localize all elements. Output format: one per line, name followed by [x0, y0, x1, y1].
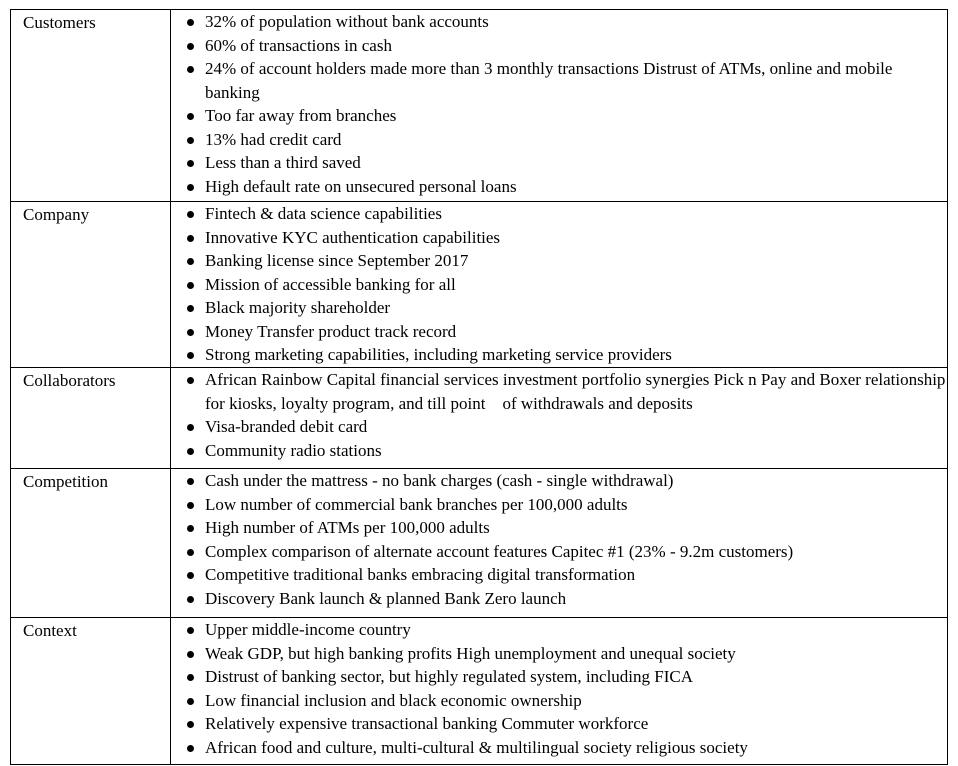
bullet-icon — [187, 377, 194, 384]
bullet-list — [171, 469, 947, 610]
list-item-text: 32% of population without bank accounts — [205, 12, 489, 31]
category-label: Context — [23, 621, 77, 640]
bullet-icon — [187, 305, 194, 312]
bullet-icon — [187, 282, 194, 289]
list-item-text: African Rainbow Capital financial services investment portfolio synergies Pick n Pay and Boxer relationship for kiosks, loyalty program, and till point of withdrawals and deposits — [205, 370, 950, 413]
list-item — [195, 226, 947, 250]
list-item — [195, 320, 947, 344]
bullet-icon — [187, 478, 194, 485]
list-item-text: Community radio stations — [205, 440, 382, 460]
list-item-text: 60% of transactions in cash — [205, 35, 392, 55]
list-item — [195, 439, 947, 463]
bullet-icon — [187, 549, 194, 556]
category-label: Company — [23, 205, 90, 224]
list-item — [195, 587, 947, 611]
bullet-icon — [187, 596, 194, 603]
bullet-list — [171, 618, 947, 759]
list-item-text: Less than a third saved — [205, 153, 361, 172]
list-item-text: Weak GDP, but high banking profits High unemployment and unequal society — [205, 643, 736, 663]
list-item-text: 13% had credit card — [205, 129, 342, 149]
list-item — [195, 540, 947, 564]
bullet-icon — [187, 698, 194, 705]
list-item-text: Low number of commercial bank branches per 100,000 adults — [205, 494, 628, 514]
bullet-icon — [187, 448, 194, 455]
list-item-text: High number of ATMs per 100,000 adults — [205, 518, 490, 537]
bullet-icon — [187, 651, 194, 658]
bullet-icon — [187, 19, 194, 26]
analysis-table — [10, 9, 948, 765]
category-cell — [11, 618, 171, 765]
bullet-icon — [187, 502, 194, 509]
list-item-text: Relatively expensive transactional banking Commuter workforce — [205, 714, 649, 733]
bullet-list — [171, 368, 950, 462]
list-item-text: Innovative KYC authentication capabilities — [205, 227, 501, 247]
list-item — [195, 736, 947, 760]
list-item — [195, 104, 947, 128]
list-item — [195, 493, 947, 517]
table-body — [11, 10, 948, 765]
list-item-text: Distrust of banking sector, but highly regulated system, including FICA — [205, 667, 694, 686]
list-item-text: Complex comparison of alternate account features Capitec #1 (23% - 9.2m customers) — [205, 541, 794, 561]
list-item-text: Visa-branded debit card — [205, 417, 368, 436]
list-item — [195, 665, 947, 689]
list-item-text: Strong marketing capabilities, including marketing service providers — [205, 345, 672, 364]
list-item — [195, 10, 947, 34]
list-item — [195, 618, 947, 642]
list-item-text: Mission of accessible banking for all — [205, 274, 456, 294]
bullet-list — [171, 202, 947, 367]
bullet-icon — [187, 184, 194, 191]
bullet-icon — [187, 352, 194, 359]
items-cell — [171, 618, 948, 765]
bullet-icon — [187, 721, 194, 728]
list-item — [195, 689, 947, 713]
bullet-icon — [187, 43, 194, 50]
category-cell — [11, 10, 171, 202]
list-item-text: Upper middle-income country — [205, 620, 411, 639]
list-item-text: 24% of account holders made more than 3 monthly transactions Distrust of ATMs, online and mobile banking — [205, 59, 893, 102]
list-item-text: African food and culture, multi-cultural & multilingual society religious society — [205, 737, 748, 757]
bullet-icon — [187, 572, 194, 579]
list-item-text: Competitive traditional banks embracing digital transformation — [205, 565, 636, 584]
bullet-icon — [187, 745, 194, 752]
bullet-icon — [187, 137, 194, 144]
list-item — [195, 469, 947, 493]
bullet-icon — [187, 211, 194, 218]
table-row-company — [11, 202, 948, 368]
list-item — [195, 368, 950, 415]
bullet-icon — [187, 160, 194, 167]
table-row-context — [11, 618, 948, 765]
items-cell — [171, 469, 948, 618]
category-label: Customers — [23, 13, 96, 32]
category-cell — [11, 469, 171, 618]
bullet-icon — [187, 66, 194, 73]
category-label: Competition — [23, 472, 108, 491]
list-item-text: Too far away from branches — [205, 106, 397, 125]
bullet-icon — [187, 113, 194, 120]
list-item-text: Banking license since September 2017 — [205, 251, 469, 270]
category-cell — [11, 202, 171, 368]
bullet-icon — [187, 627, 194, 634]
category-cell — [11, 368, 171, 469]
table-row-competition — [11, 469, 948, 618]
bullet-icon — [187, 525, 194, 532]
bullet-icon — [187, 674, 194, 681]
list-item — [195, 296, 947, 320]
list-item-text: Low financial inclusion and black economic ownership — [205, 690, 582, 710]
list-item — [195, 249, 947, 273]
list-item — [195, 516, 947, 540]
items-cell — [171, 368, 948, 469]
list-item — [195, 57, 947, 104]
bullet-icon — [187, 424, 194, 431]
list-item — [195, 642, 947, 666]
list-item-text: Discovery Bank launch & planned Bank Zero launch — [205, 588, 567, 608]
list-item — [195, 273, 947, 297]
items-cell — [171, 202, 948, 368]
items-cell — [171, 10, 948, 202]
list-item — [195, 128, 947, 152]
bullet-icon — [187, 235, 194, 242]
list-item — [195, 415, 947, 439]
list-item-text: Black majority shareholder — [205, 298, 391, 317]
list-item-text: High default rate on unsecured personal loans — [205, 176, 517, 196]
list-item — [195, 712, 947, 736]
category-label: Collaborators — [23, 371, 116, 390]
list-item — [195, 175, 947, 199]
bullet-icon — [187, 329, 194, 336]
list-item-text: Money Transfer product track record — [205, 321, 457, 341]
list-item — [195, 563, 947, 587]
bullet-icon — [187, 258, 194, 265]
list-item — [195, 343, 947, 367]
list-item-text: Cash under the mattress - no bank charges (cash - single withdrawal) — [205, 471, 674, 490]
list-item — [195, 151, 947, 175]
list-item-text: Fintech & data science capabilities — [205, 204, 442, 223]
list-item — [195, 202, 947, 226]
table-row-customers — [11, 10, 948, 202]
table-row-collaborators — [11, 368, 948, 469]
list-item — [195, 34, 947, 58]
bullet-list — [171, 10, 947, 198]
